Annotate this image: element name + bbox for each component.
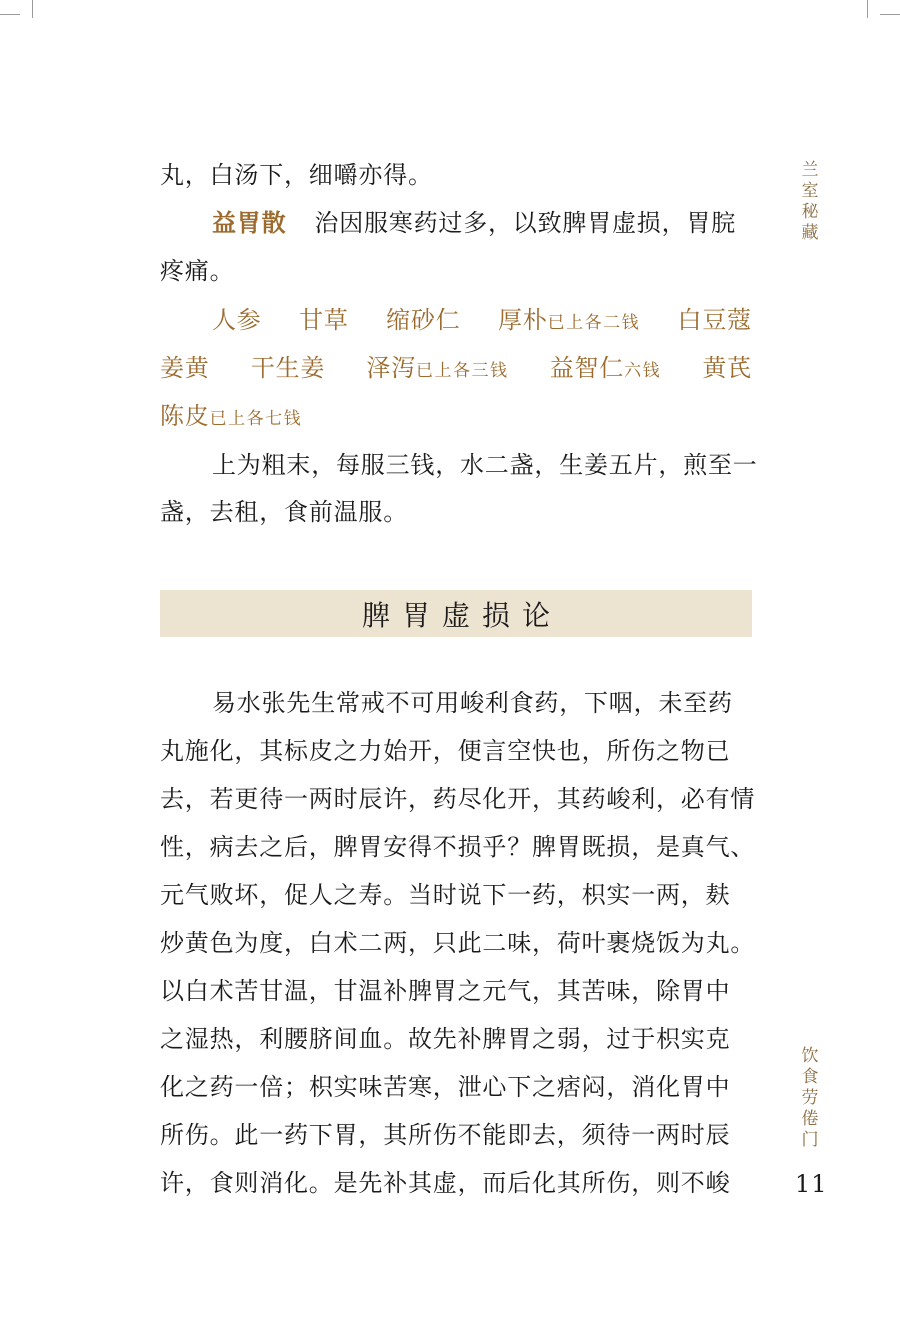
ingredient-line [212, 305, 752, 338]
text-line: 丸施化，其标皮之力始开，便言空快也，所伤之物已 [160, 737, 731, 765]
recipe-name: 益胃散 [212, 208, 287, 237]
text-line: 丸，白汤下，细嚼亦得。 [160, 161, 433, 189]
crop-mark [880, 14, 900, 15]
text-line: 之湿热，利腰脐间血。故先补脾胃之弱，过于枳实克 [160, 1025, 731, 1053]
text-line: 化之药一倍；枳实味苦寒，泄心下之痞闷，消化胃中 [160, 1073, 731, 1101]
section-header-bar [160, 590, 752, 637]
ingredient: 缩砂仁 [386, 306, 461, 334]
crop-mark [867, 0, 868, 18]
dosage-note: 已上各三钱 [416, 361, 509, 381]
section-title: 脾胃虚损论 [361, 598, 562, 632]
running-head-book-title: 兰 室 秘 藏 [801, 160, 819, 243]
recipe-line [212, 208, 736, 238]
dosage-note: 已上各七钱 [209, 409, 303, 429]
running-head-chapter: 饮 食 劳 倦 门 [801, 1046, 819, 1150]
ingredient-line [160, 401, 302, 434]
ingredient: 干生姜 [250, 354, 326, 382]
ingredient: 人参 [212, 306, 262, 334]
text-line: 元气败坏，促人之寿。当时说下一药，枳实一两，麸 [160, 881, 731, 909]
text-line: 炒黄色为度，白术二两，只此二味，荷叶裹烧饭为丸。 [160, 929, 756, 957]
ingredient: 黄芪 [702, 354, 752, 382]
text-line: 性，病去之后，脾胃安得不损乎？脾胃既损，是真气、 [160, 833, 756, 861]
text-line: 所伤。此一药下胃，其所伤不能即去，须待一两时辰 [160, 1121, 731, 1149]
text-line: 疼痛。 [160, 257, 235, 285]
ingredient: 厚朴 [497, 306, 548, 334]
text-line: 易水张先生常戒不可用峻利食药，下咽，未至药 [212, 689, 733, 717]
ingredient: 陈皮 [160, 402, 210, 430]
ingredient: 白豆蔻 [677, 306, 752, 334]
ingredient: 泽泻 [366, 354, 417, 382]
ingredient: 益智仁 [549, 354, 625, 382]
page-number: 11 [795, 1170, 828, 1198]
text-line: 以白术苦甘温，甘温补脾胃之元气，其苦味，除胃中 [160, 977, 731, 1005]
dosage-note: 六钱 [624, 361, 662, 381]
dosage-note: 已上各二钱 [547, 313, 641, 333]
ingredient: 姜黄 [160, 354, 210, 382]
text-line: 许，食则消化。是先补其虚，而后化其所伤，则不峻 [160, 1169, 731, 1197]
ingredient-line [160, 353, 752, 386]
text-line: 上为粗末，每服三钱，水二盏，生姜五片，煎至一 [212, 451, 758, 479]
text-line: 去，若更待一两时辰许，药尽化开，其药峻利，必有情 [160, 785, 756, 813]
crop-mark [32, 0, 33, 18]
crop-mark [0, 14, 20, 15]
recipe-description: 治因服寒药过多，以致脾胃虚损，胃脘 [314, 209, 737, 237]
ingredient: 甘草 [299, 306, 349, 334]
text-line: 盏，去租，食前温服。 [160, 498, 408, 526]
